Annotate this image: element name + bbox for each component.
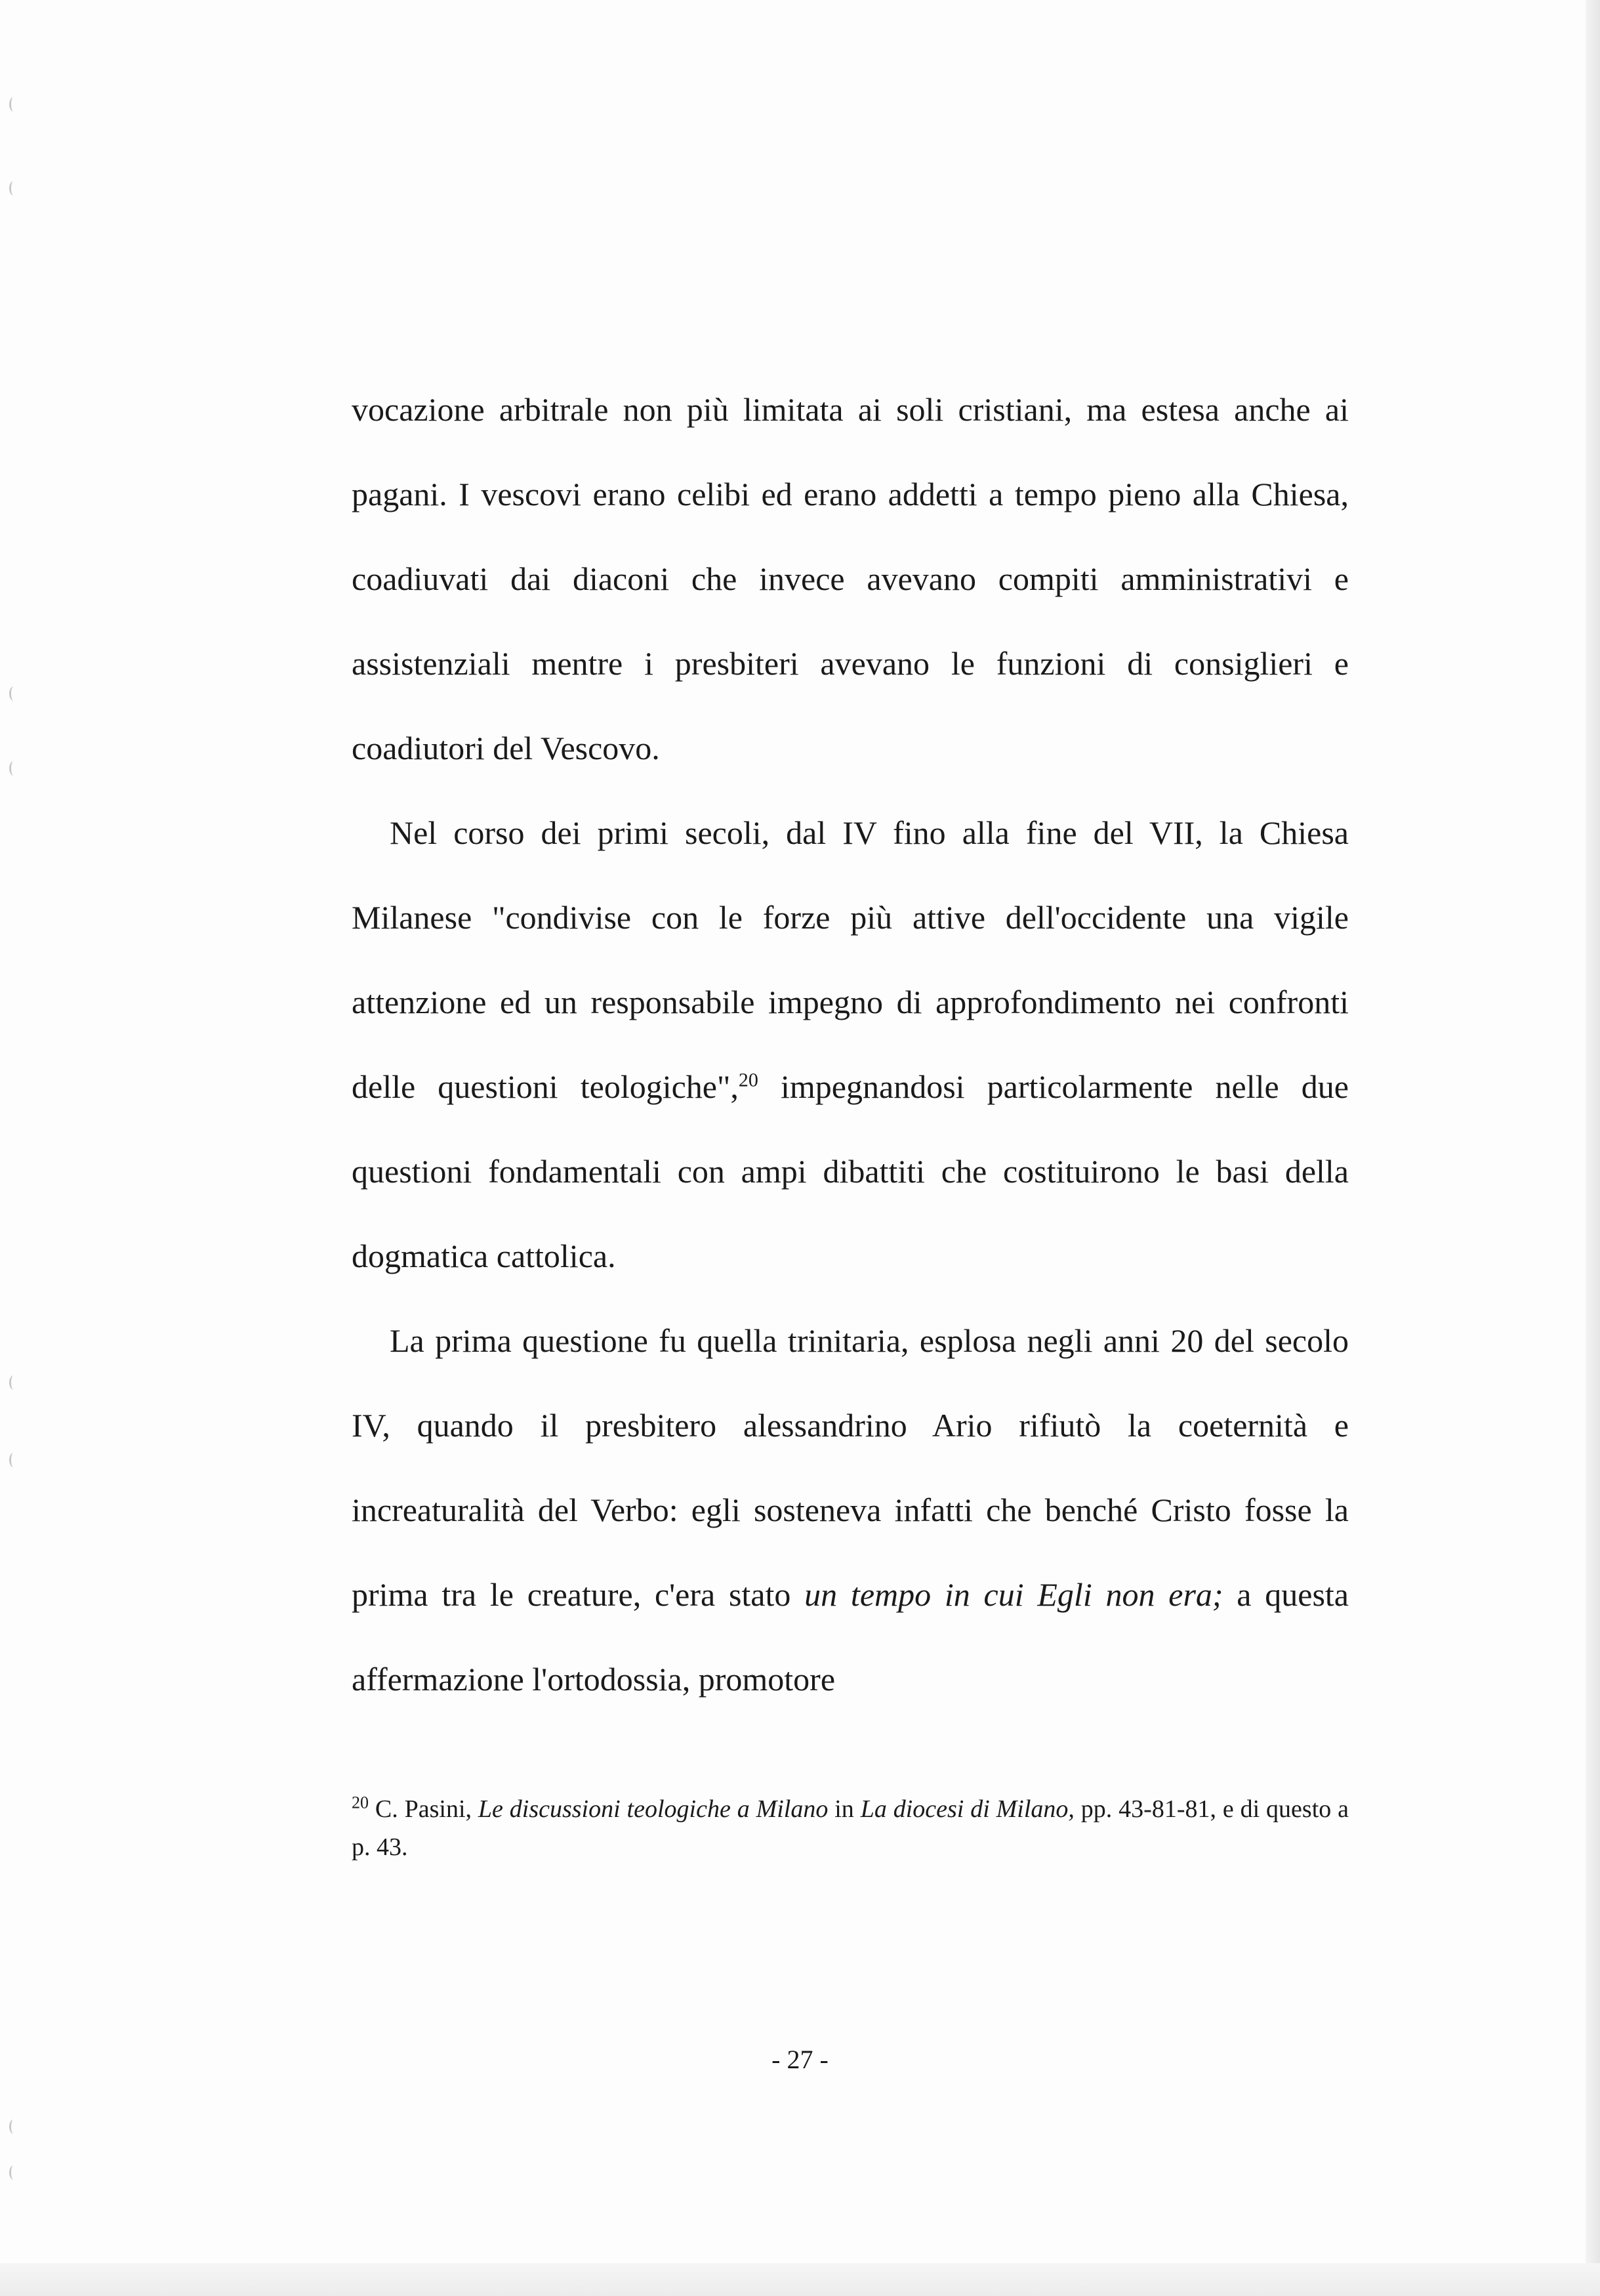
footnote-number: 20 [352, 1793, 369, 1812]
paragraph-text: Nel corso dei primi secoli, dal IV fino alla fine del VII, la Chiesa Milanese "condivise con le forze più attive dell'occidente una vigile attenzione ed un responsabile impegno di approfondimento nei confronti delle questioni teologiche", [352, 814, 1349, 1105]
page-number: - 27 - [771, 2045, 829, 2074]
paragraph-questione-trinitaria [352, 1299, 1349, 1722]
binding-hole-mark [9, 1375, 18, 1390]
binding-hole-mark [9, 1453, 18, 1467]
binding-hole-mark [9, 2119, 18, 2134]
footnote-reference: 20 [738, 1069, 758, 1091]
footnote-author: C. Pasini, [369, 1795, 478, 1823]
footnote-pages: pp. 43-81-81, e di questo a p. 43. [352, 1795, 1349, 1861]
body-text [352, 367, 1349, 1722]
footnote-volume: La diocesi di Milano, [860, 1795, 1075, 1823]
binding-hole-mark [9, 2165, 18, 2180]
footnote-text: in [828, 1795, 861, 1823]
paragraph-text: impegnandosi particolarmente nelle due questioni fondamentali con ampi dibattiti che costituirono le basi della dogmatica cattolica. [352, 1068, 1349, 1274]
italic-quotation: un tempo in cui Egli non era; [804, 1576, 1223, 1613]
footnote [352, 1790, 1349, 1866]
footnote-title: Le discussioni teologiche a Milano [478, 1795, 829, 1823]
binding-hole-mark [9, 181, 18, 196]
paragraph-continuation [352, 367, 1349, 791]
binding-hole-mark [9, 97, 18, 112]
paragraph-text: a questa affermazione l'ortodossia, promotore [352, 1576, 1349, 1698]
paragraph-text: La prima questione fu quella trinitaria, esplosa negli anni 20 del secolo IV, quando il presbitero alessandrino Ario rifiutò la coeternità e increaturalità del Verbo: egli sosteneva infatti che benché Cristo fosse la prima tra le creature, c'era stato [352, 1322, 1349, 1613]
binding-hole-mark [9, 686, 18, 701]
paragraph-text: vocazione arbitrale non più limitata ai soli cristiani, ma estesa anche ai pagani. I vescovi erano celibi ed erano addetti a tempo pieno alla Chiesa, coadiuvati dai diaconi che invece avevano compiti amministrativi e assistenziali mentre i presbiteri avevano le funzioni di consiglieri e coadiutori del Vescovo. [352, 391, 1349, 766]
paragraph-chiesa-milanese [352, 791, 1349, 1299]
page-edge-shadow [1586, 0, 1600, 2296]
binding-hole-mark [9, 761, 18, 776]
page-bottom-shadow [0, 2263, 1600, 2296]
